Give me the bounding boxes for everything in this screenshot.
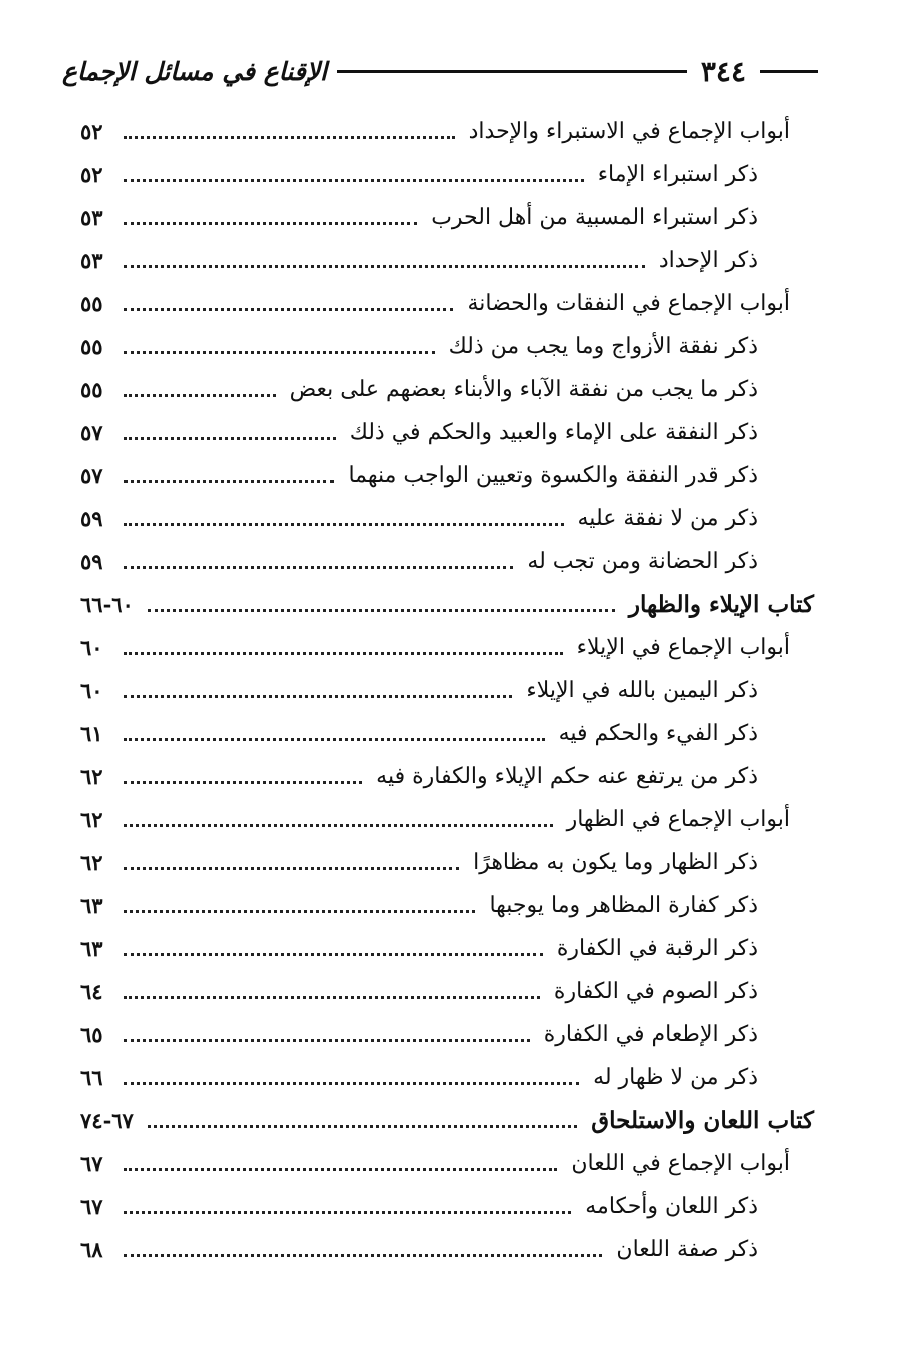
dot-leader [124, 307, 453, 311]
toc-entry [80, 153, 820, 196]
toc-entry-title: ذكر الإحداد [658, 248, 758, 273]
toc-entry [80, 712, 820, 755]
toc-entry-page: ٦٣ [80, 893, 103, 918]
dot-leader [124, 1038, 530, 1042]
toc-entry [80, 927, 820, 970]
toc-entry [80, 669, 820, 712]
toc-entry [80, 1013, 820, 1056]
toc-entry-page: ٥٥ [80, 334, 103, 359]
toc-entry-page: ٥٣ [80, 205, 103, 230]
toc-entry-title: ذكر النفقة على الإماء والعبيد والحكم في ذلك [349, 420, 758, 445]
toc-entry-title: ذكر الفيء والحكم فيه [558, 721, 758, 746]
toc-entry-title: ذكر من لا نفقة عليه [577, 506, 758, 531]
toc-entry-page: ٥٣ [80, 248, 103, 273]
toc-entry-title: أبواب الإجماع في الاستبراء والإحداد [468, 119, 790, 144]
dot-leader [148, 608, 615, 612]
toc-entry [80, 368, 820, 411]
toc-entry-title: ذكر اليمين بالله في الإيلاء [526, 678, 758, 703]
toc-entry [80, 1228, 820, 1271]
dot-leader [148, 1124, 577, 1128]
toc-entry-page: ٦٧-٧٤ [80, 1108, 134, 1133]
toc-entry [80, 1056, 820, 1099]
dot-leader [124, 1081, 579, 1085]
dot-leader [124, 1210, 571, 1214]
toc-entry-page: ٦٠-٦٦ [80, 592, 134, 617]
toc-entry-page: ٦٧ [80, 1151, 103, 1176]
book-title: الإقناع في مسائل الإجماع [62, 56, 327, 86]
toc-entry-page: ٦٧ [80, 1194, 103, 1219]
toc-entry-title: ذكر استبراء المسبية من أهل الحرب [431, 205, 758, 230]
toc-entry-page: ٦٨ [80, 1237, 103, 1262]
toc-entry-title: ذكر الرقبة في الكفارة [556, 936, 758, 961]
table-of-contents [80, 110, 820, 1271]
toc-entry-page: ٦٠ [80, 678, 103, 703]
dot-leader [124, 823, 553, 827]
toc-entry [80, 583, 820, 626]
toc-entry [80, 110, 820, 153]
header-rule-right [760, 70, 818, 73]
page-number: ٣٤٤ [700, 54, 746, 88]
toc-entry [80, 497, 820, 540]
toc-entry-page: ٥٧ [80, 420, 103, 445]
toc-entry [80, 325, 820, 368]
toc-entry [80, 626, 820, 669]
toc-entry-title: ذكر صفة اللعان [616, 1237, 758, 1262]
toc-entry-title: ذكر الصوم في الكفارة [553, 979, 758, 1004]
dot-leader [124, 436, 336, 440]
toc-entry-page: ٦٢ [80, 764, 103, 789]
running-header [62, 46, 818, 96]
toc-entry [80, 540, 820, 583]
toc-entry-page: ٦٠ [80, 635, 103, 660]
toc-entry [80, 1142, 820, 1185]
dot-leader [124, 350, 435, 354]
toc-entry-page: ٦١ [80, 721, 103, 746]
toc-entry-title: ذكر استبراء الإماء [597, 162, 758, 187]
dot-leader [124, 221, 417, 225]
toc-entry-title: أبواب الإجماع في اللعان [571, 1151, 790, 1176]
toc-entry-title: ذكر كفارة المظاهر وما يوجبها [489, 893, 758, 918]
dot-leader [124, 1253, 602, 1257]
toc-entry [80, 1099, 820, 1142]
toc-entry-title: كتاب اللعان والاستلحاق [591, 1107, 814, 1134]
toc-entry [80, 411, 820, 454]
dot-leader [124, 522, 564, 526]
toc-entry [80, 798, 820, 841]
toc-entry [80, 454, 820, 497]
toc-entry-page: ٦٦ [80, 1065, 103, 1090]
dot-leader [124, 651, 563, 655]
toc-entry [80, 282, 820, 325]
dot-leader [124, 995, 540, 999]
toc-entry-title: ذكر الظهار وما يكون به مظاهرًا [473, 850, 758, 875]
toc-entry-title: أبواب الإجماع في الإيلاء [576, 635, 790, 660]
toc-entry-page: ٦٢ [80, 850, 103, 875]
toc-entry-page: ٦٢ [80, 807, 103, 832]
toc-entry-title: ذكر الحضانة ومن تجب له [527, 549, 758, 574]
dot-leader [124, 909, 475, 913]
header-rule [337, 70, 687, 73]
dot-leader [124, 393, 276, 397]
dot-leader [124, 780, 362, 784]
dot-leader [124, 737, 545, 741]
toc-entry-title: ذكر الإطعام في الكفارة [543, 1022, 758, 1047]
dot-leader [124, 135, 455, 139]
toc-entry-title: كتاب الإيلاء والظهار [628, 591, 814, 618]
toc-entry [80, 196, 820, 239]
dot-leader [124, 694, 512, 698]
toc-entry-page: ٦٤ [80, 979, 103, 1004]
toc-entry-page: ٥٥ [80, 377, 103, 402]
dot-leader [124, 866, 459, 870]
toc-entry-title: أبواب الإجماع في الظهار [566, 807, 790, 832]
toc-entry [80, 239, 820, 282]
toc-entry-page: ٦٥ [80, 1022, 103, 1047]
toc-entry-title: ذكر من يرتفع عنه حكم الإيلاء والكفارة فيه [376, 764, 758, 789]
toc-entry-title: ذكر من لا ظهار له [593, 1065, 758, 1090]
toc-entry-page: ٦٣ [80, 936, 103, 961]
toc-entry [80, 884, 820, 927]
dot-leader [124, 264, 645, 268]
toc-entry [80, 841, 820, 884]
toc-entry [80, 755, 820, 798]
toc-entry-title: ذكر قدر النفقة والكسوة وتعيين الواجب منهما [348, 463, 758, 488]
toc-entry-title: ذكر اللعان وأحكامه [585, 1194, 758, 1219]
toc-entry [80, 970, 820, 1013]
toc-entry-title: أبواب الإجماع في النفقات والحضانة [467, 291, 790, 316]
toc-entry [80, 1185, 820, 1228]
dot-leader [124, 952, 543, 956]
toc-entry-title: ذكر نفقة الأزواج وما يجب من ذلك [448, 334, 758, 359]
dot-leader [124, 178, 584, 182]
toc-entry-page: ٥٢ [80, 119, 103, 144]
dot-leader [124, 565, 513, 569]
dot-leader [124, 1167, 557, 1171]
toc-entry-page: ٥٥ [80, 291, 103, 316]
toc-entry-page: ٥٢ [80, 162, 103, 187]
toc-entry-page: ٥٧ [80, 463, 103, 488]
toc-entry-page: ٥٩ [80, 506, 103, 531]
dot-leader [124, 479, 334, 483]
toc-entry-title: ذكر ما يجب من نفقة الآباء والأبناء بعضهم على بعض [289, 377, 758, 402]
toc-entry-page: ٥٩ [80, 549, 103, 574]
